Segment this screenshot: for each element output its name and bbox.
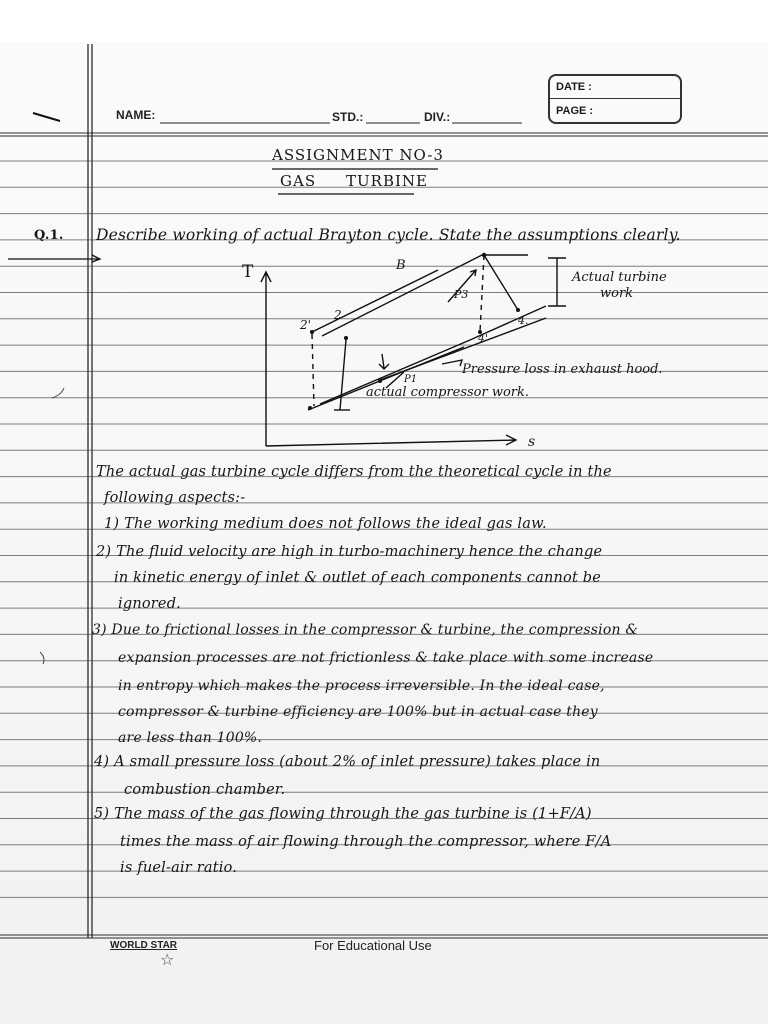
turbine-label: TURBINE <box>346 172 428 190</box>
actual-turbine-work-label: Actual turbine <box>572 270 667 285</box>
point-2-line-1: 2) The fluid velocity are high in turbo-machinery hence the change <box>96 544 603 560</box>
point-2-line-2: in kinetic energy of inlet & outlet of each components cannot be <box>114 570 602 586</box>
assignment-title: ASSIGNMENT NO-3 <box>272 146 444 164</box>
point-3-line-1: 3) Due to frictional losses in the compressor & turbine, the compression & <box>92 622 639 638</box>
question-number: Q.1. <box>34 228 64 243</box>
intro-line-2: following aspects:- <box>104 490 246 506</box>
gas-label: GAS <box>280 172 317 190</box>
label-2: 2 <box>334 308 342 322</box>
footer-text: For Educational Use <box>314 938 432 953</box>
t-axis-label: T <box>242 262 254 282</box>
point-3-line-3: in entropy which makes the process irreversible. In the ideal case, <box>118 678 605 694</box>
actual-turbine-work-label-2: work <box>600 286 634 301</box>
name-label: NAME: <box>116 108 156 122</box>
label-p1: P1 <box>404 374 418 385</box>
label-p3: P3 <box>454 288 469 301</box>
label-4: 4. <box>518 314 529 327</box>
point-5-line-1: 5) The mass of the gas flowing through the gas turbine is (1+F/A) <box>94 806 592 822</box>
std-label: STD.: <box>332 110 364 124</box>
page-label: PAGE : <box>556 105 594 117</box>
point-1: 1) The working medium does not follows the ideal gas law. <box>104 516 547 532</box>
point-3-line-5: are less than 100%. <box>118 730 263 746</box>
world-star-logo: WORLD STAR <box>110 940 178 951</box>
point-2-line-3: ignored. <box>118 596 181 612</box>
label-b: B <box>396 258 406 273</box>
point-3-line-4: compressor & turbine efficiency are 100% but in actual case they <box>118 704 598 720</box>
pressure-loss-label: Pressure loss in exhaust hood. <box>462 362 663 377</box>
point-5-line-3: is fuel-air ratio. <box>120 860 238 876</box>
point-5-line-2: times the mass of air flowing through the compressor, where F/A <box>120 834 612 850</box>
question-text: Describe working of actual Brayton cycle. State the assumptions clearly. <box>96 226 681 244</box>
date-label: DATE : <box>556 81 592 93</box>
point-4-line-2: combustion chamber. <box>124 782 286 798</box>
compressor-work-label: actual compressor work. <box>366 385 530 400</box>
div-label: DIV.: <box>424 110 451 124</box>
label-2-prime: 2' <box>300 318 311 332</box>
point-3-line-2: expansion processes are not frictionless & take place with some increase <box>118 650 654 666</box>
star-icon: ☆ <box>160 950 175 969</box>
label-4-prime: 4' <box>478 332 489 345</box>
point-4-line-1: 4) A small pressure loss (about 2% of inlet pressure) takes place in <box>94 754 601 770</box>
s-axis-label: s <box>528 434 536 450</box>
intro-line-1: The actual gas turbine cycle differs from the theoretical cycle in the <box>96 464 612 480</box>
